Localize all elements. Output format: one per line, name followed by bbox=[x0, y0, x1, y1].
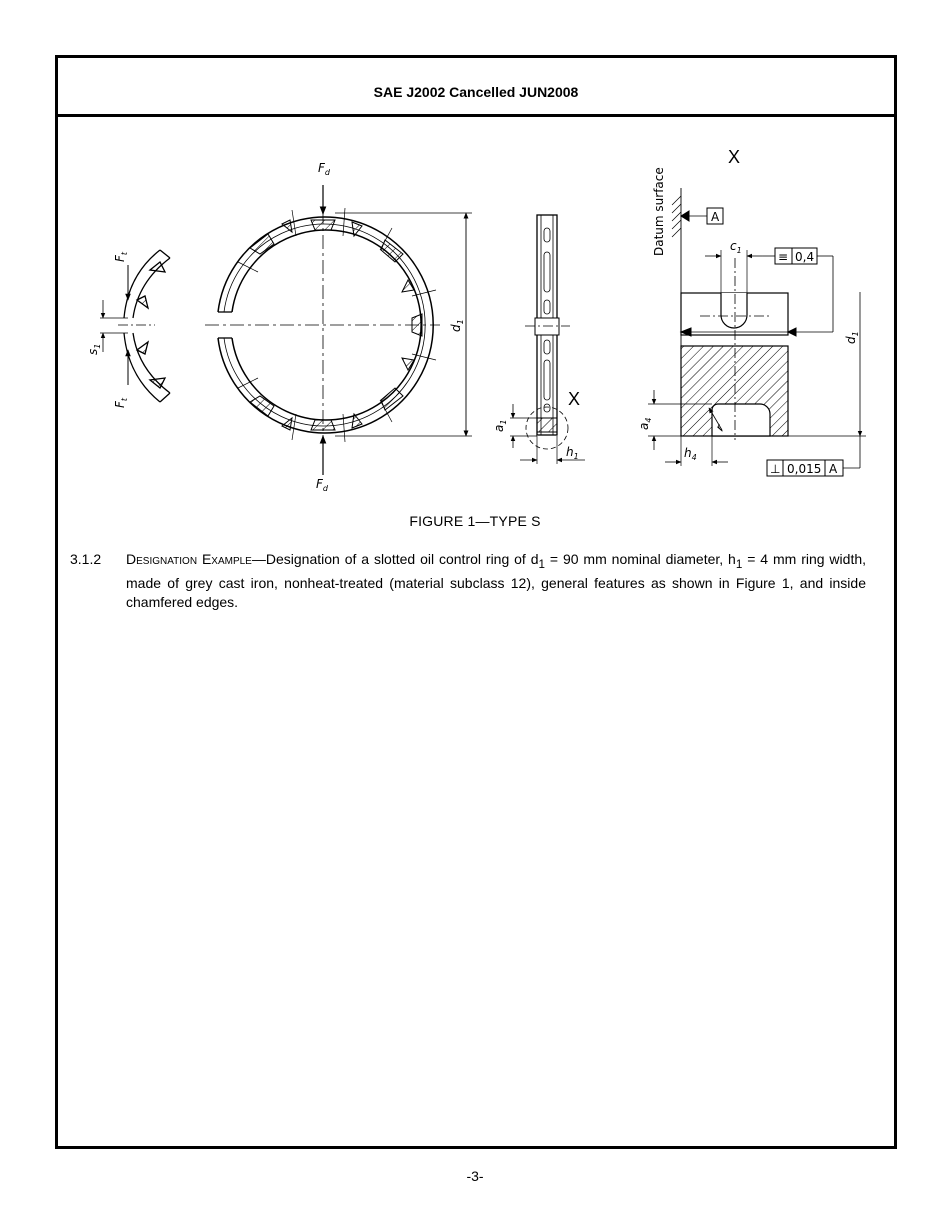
label-fd-bottom: $F_d$ bbox=[316, 477, 328, 493]
paragraph-number: 3.1.2 bbox=[70, 551, 102, 567]
label-d1-main: $d_1$ bbox=[449, 319, 465, 332]
label-perp-ref: A bbox=[829, 462, 838, 476]
paragraph-body bbox=[126, 550, 866, 612]
label-perp-symbol: ⊥ bbox=[770, 462, 781, 476]
ring-main-view bbox=[205, 185, 472, 475]
label-d1-detail: $d_1$ bbox=[844, 331, 860, 344]
label-tol-symbol: ≡ bbox=[778, 250, 789, 264]
paragraph-sub-2: 1 bbox=[735, 557, 743, 571]
label-s1: $s_1$ bbox=[86, 343, 102, 355]
paragraph-text-1: Designation of a slotted oil control ring of d bbox=[265, 551, 539, 567]
label-a1: $a_1$ bbox=[492, 419, 508, 432]
label-fd-top: $F_d$ bbox=[318, 161, 330, 177]
page-number: -3- bbox=[466, 1168, 484, 1184]
label-h4: $h_4$ bbox=[684, 446, 697, 462]
label-x-small: X bbox=[568, 389, 581, 409]
page-title: SAE J2002 Cancelled JUN2008 bbox=[373, 84, 579, 100]
paragraph-sub-1: 1 bbox=[538, 557, 545, 571]
label-h1: $h_1$ bbox=[566, 445, 579, 461]
figure-caption: FIGURE 1—TYPE S bbox=[409, 513, 541, 529]
ring-gap-view bbox=[100, 250, 170, 402]
paragraph-text-2: = 90 mm nominal diameter, h bbox=[545, 551, 736, 567]
label-datum-a: A bbox=[711, 210, 720, 224]
label-ft-bottom: $F_t$ bbox=[113, 397, 129, 408]
label-tol-value: 0,4 bbox=[795, 250, 815, 264]
label-datum-surface: Datum surface bbox=[652, 167, 666, 256]
label-a4: $a_4$ bbox=[637, 417, 653, 430]
ring-side-view bbox=[510, 215, 585, 464]
label-r: r bbox=[712, 422, 728, 434]
detail-x-view bbox=[648, 188, 866, 476]
label-x-detail: X bbox=[728, 147, 741, 167]
label-c1: $c_1$ bbox=[730, 239, 742, 255]
paragraph-heading: Designation Example bbox=[126, 551, 252, 567]
paragraph-text-3: = 4 mm ring width, made of grey cast iron, nonheat-treated (material subclass 12), general features as shown in Figure 1, and inside chamfered edges. bbox=[126, 551, 867, 610]
figure-1-drawing bbox=[0, 0, 950, 510]
label-perp-value: 0,015 bbox=[787, 462, 822, 476]
label-ft-top: $F_t$ bbox=[113, 251, 129, 262]
paragraph-dash: — bbox=[251, 551, 266, 567]
